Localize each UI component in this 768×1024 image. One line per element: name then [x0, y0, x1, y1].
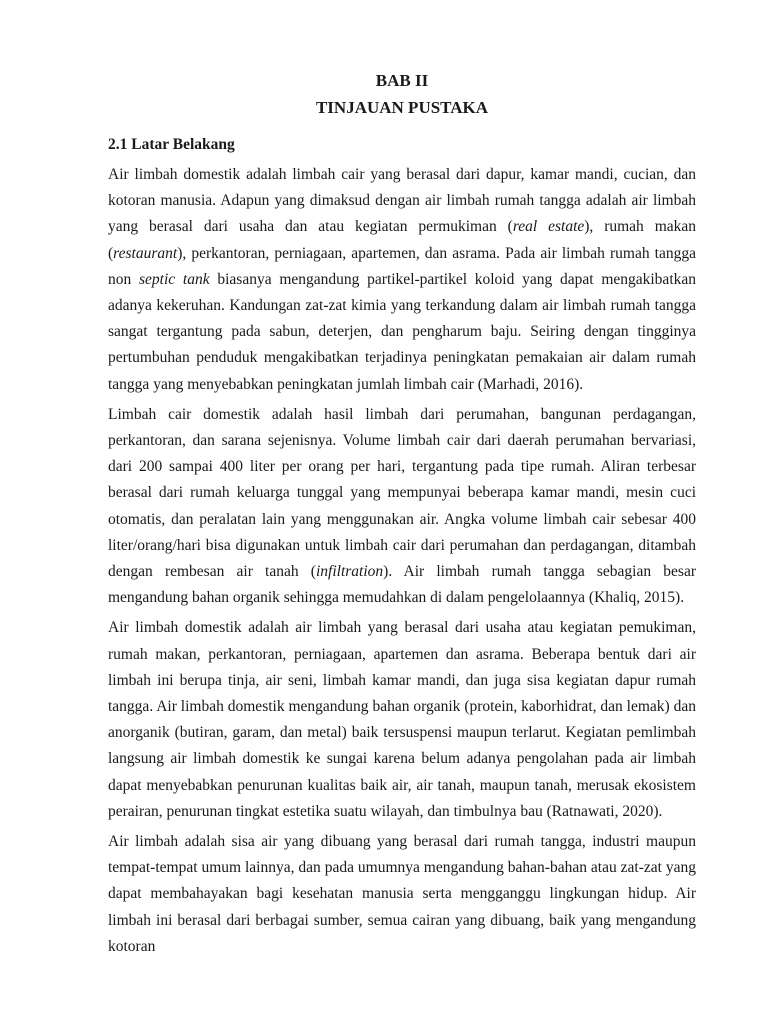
- paragraph: [108, 829, 696, 960]
- paragraph-text: ). Air limbah rumah tangga sebagian besar mengandung bahan organik sehingga memudahkan di dalam pengelolaannya (Khaliq, 2015).: [108, 563, 696, 607]
- italic-term: septic tank: [139, 270, 210, 288]
- paragraph-text: Air limbah domestik adalah air limbah yang berasal dari usaha atau kegiatan pemukiman, rumah makan, perkantoran, perniagaan, apartemen dan asrama. Beberapa bentuk dari air limbah ini berupa tinja, air seni, limbah kamar mandi, dan juga sisa kegiatan dapur rumah tangga. Air limbah domestik mengandung bahan organik (protein, kaborhidrat, dan lemak) dan anorganik (butiran, garam, dan metal) baik tersuspensi maupun terlarut. Kegiatan pemlimbah langsung air limbah domestik ke sungai karena belum adanya pengolahan pada air limbah dapat menyebabkan penurunan kualitas baik air, air tanah, maupun tanah, merusak ekosistem perairan, penurunan tingkat estetika suatu wilayah, dan timbulnya bau (Ratnawati, 2020).: [108, 619, 696, 820]
- section-heading: 2.1 Latar Belakang: [108, 136, 235, 153]
- paragraph-text: Air limbah adalah sisa air yang dibuang yang berasal dari rumah tangga, industri maupun tempat-tempat umum lainnya, dan pada umumnya mengandung bahan-bahan atau zat-zat yang dapat membahayakan bagi kesehatan manusia serta mengganggu lingkungan hidup. Air limbah ini berasal dari berbagai sumber, semua cairan yang dibuang, baik yang mengandung kotoran: [108, 833, 696, 955]
- italic-term: infiltration: [315, 563, 384, 581]
- chapter-number: BAB II: [375, 71, 429, 90]
- paragraph-text: Air limbah domestik adalah limbah cair yang berasal dari dapur, kamar mandi, cucian, dan kotoran manusia. Adapun yang dimaksud dengan air limbah rumah tangga adalah air limbah yang berasal dari usaha dan atau kegiatan permukiman (: [108, 166, 696, 236]
- paragraph-text: biasanya mengandung partikel-partikel koloid yang dapat mengakibatkan adanya kekeruhan. Kandungan zat-zat kimia yang terkandung dalam air limbah rumah tangga sangat tergantung pada sabun, deterjen, dan pengharum baju. Seiring dengan tingginya pertumbuhan penduduk mengakibatkan terjadinya peningkatan pemakaian air dalam rumah tangga yang menyebabkan peningkatan jumlah limbah cair (Marhadi, 2016).: [108, 270, 697, 393]
- paragraph: [108, 402, 696, 612]
- paragraph-text: Limbah cair domestik adalah hasil limbah dari perumahan, bangunan perdagangan, perkantoran, dan sarana sejenisnya. Volume limbah cair dari daerah perumahan bervariasi, dari 200 sampai 400 liter per orang per hari, tergantung pada tipe rumah. Aliran terbesar berasal dari rumah keluarga tunggal yang mempunyai beberapa kamar mandi, mesin cuci otomatis, dan peralatan lain yang menggunakan air. Angka volume limbah cair sebesar 400 liter/orang/hari bisa digunakan untuk limbah cair dari perumahan dan perdagangan, ditambah dengan rembesan air tanah (: [108, 405, 696, 581]
- paragraph: [108, 615, 696, 825]
- chapter-title: TINJAUAN PUSTAKA: [315, 98, 489, 117]
- italic-term: real estate: [512, 218, 585, 236]
- paragraph-text: ), perkantoran, perniagaan, apartemen, dan asrama. Pada air limbah rumah tangga non: [108, 244, 696, 288]
- body-text: [108, 162, 696, 960]
- paragraph: [108, 162, 696, 398]
- paragraph-text: ), rumah makan (: [108, 218, 697, 262]
- italic-term: restaurant: [113, 244, 178, 262]
